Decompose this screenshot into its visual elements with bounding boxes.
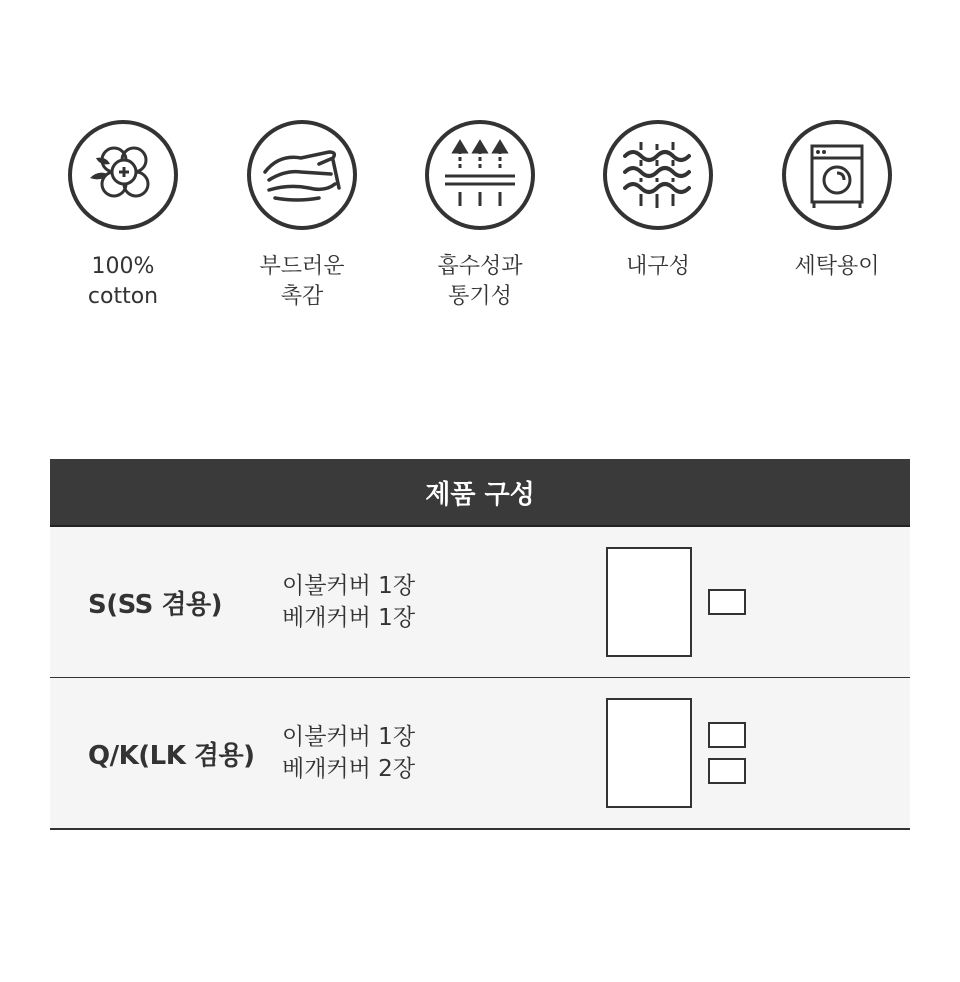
table-row (50, 678, 910, 830)
feature-washable (747, 120, 927, 282)
washing-machine-icon (782, 120, 892, 230)
feature-label (747, 252, 927, 282)
contents-item: 이불커버 1장 (282, 724, 416, 750)
size-label: S(SS 겸용) (88, 589, 223, 620)
feature-label (212, 252, 392, 312)
feature-label (568, 252, 748, 282)
pillow-cover-shape (708, 722, 746, 748)
contents-list (282, 678, 415, 828)
pillow-cover-shape (708, 758, 746, 784)
feature-cotton (33, 120, 213, 312)
soft-hand-icon (247, 120, 357, 230)
contents-item: 베개커버 1장 (282, 605, 416, 631)
feature-label-line: 촉감 (280, 284, 324, 309)
feature-label-line: cotton (87, 284, 159, 309)
feature-durability (568, 120, 748, 282)
duvet-cover-shape (606, 547, 692, 657)
feature-label-line: 100% (91, 254, 155, 279)
woven-fabric-icon (603, 120, 713, 230)
table-row (50, 527, 910, 678)
feature-soft-touch (212, 120, 392, 312)
composition-diagram (606, 527, 806, 677)
composition-diagram (606, 678, 806, 828)
feature-label-line: 세탁용이 (794, 254, 880, 279)
feature-breathable (390, 120, 570, 312)
cotton-flower-icon (68, 120, 178, 230)
feature-label (390, 252, 570, 312)
feature-icons (0, 120, 960, 320)
feature-label-line: 부드러운 (259, 254, 345, 279)
feature-label-line: 통기성 (448, 284, 512, 309)
breathable-arrows-icon (425, 120, 535, 230)
size-label: Q/K(LK 겸용) (88, 740, 255, 771)
duvet-cover-shape (606, 698, 692, 808)
contents-item: 베개커버 2장 (282, 756, 416, 782)
contents-list (282, 527, 415, 677)
composition-title: 제품 구성 (50, 459, 910, 527)
feature-label (33, 252, 213, 312)
feature-label-line: 내구성 (626, 254, 690, 279)
composition-table (50, 459, 910, 830)
pillow-cover-shape (708, 589, 746, 615)
contents-item: 이불커버 1장 (282, 573, 416, 599)
feature-label-line: 흡수성과 (437, 254, 523, 279)
